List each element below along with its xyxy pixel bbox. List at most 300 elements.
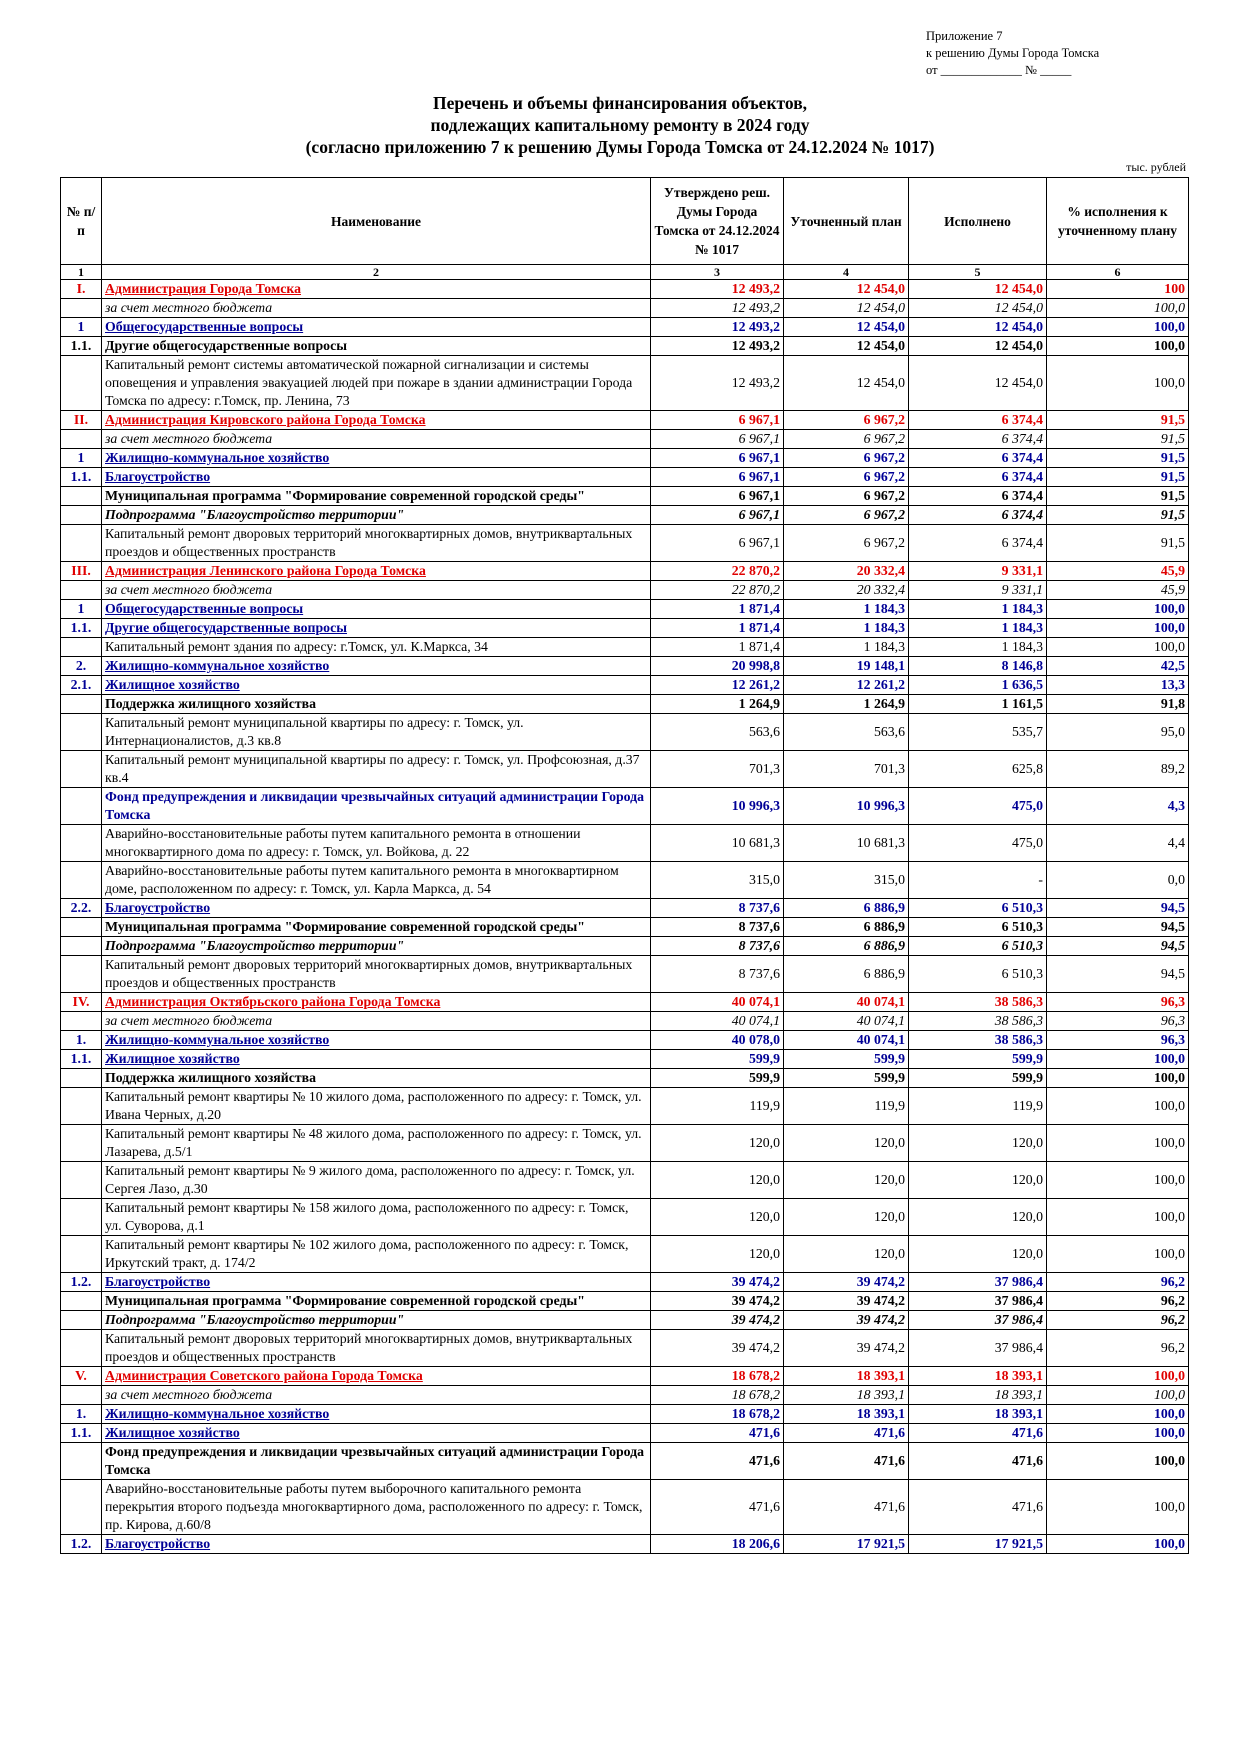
plan-value: 20 332,4 — [784, 562, 909, 581]
row-name: Аварийно-восстановительные работы путем капитального ремонта в отношении многоквартирного дома по адресу: г. Томск, ул. Войкова, д. 22 — [102, 825, 651, 862]
table-row — [61, 1443, 1189, 1480]
row-number — [61, 825, 102, 862]
approved-value: 8 737,6 — [651, 937, 784, 956]
table-row — [61, 1162, 1189, 1199]
done-value: 6 374,4 — [909, 506, 1047, 525]
row-name: Благоустройство — [102, 1535, 651, 1554]
percent-value: 100,0 — [1047, 299, 1189, 318]
column-index: 4 — [784, 265, 909, 280]
table-row — [61, 918, 1189, 937]
row-number — [61, 1088, 102, 1125]
row-name: Жилищное хозяйство — [102, 1050, 651, 1069]
row-name: Капитальный ремонт здания по адресу: г.Томск, ул. К.Маркса, 34 — [102, 638, 651, 657]
done-value: 599,9 — [909, 1069, 1047, 1088]
percent-value: 100,0 — [1047, 1424, 1189, 1443]
title-line-2: подлежащих капитальному ремонту в 2024 году — [430, 115, 810, 135]
table-row — [61, 430, 1189, 449]
approved-value: 18 206,6 — [651, 1535, 784, 1554]
table-row — [61, 1311, 1189, 1330]
done-value: 12 454,0 — [909, 280, 1047, 299]
percent-value: 13,3 — [1047, 676, 1189, 695]
percent-value: 100,0 — [1047, 1480, 1189, 1535]
row-number: 1.1. — [61, 1050, 102, 1069]
plan-value: 701,3 — [784, 751, 909, 788]
done-value: 6 510,3 — [909, 956, 1047, 993]
percent-value: 91,5 — [1047, 430, 1189, 449]
done-value: 6 374,4 — [909, 487, 1047, 506]
plan-value: 6 967,2 — [784, 449, 909, 468]
row-name: Общегосударственные вопросы — [102, 318, 651, 337]
approved-value: 22 870,2 — [651, 562, 784, 581]
percent-value: 100,0 — [1047, 1367, 1189, 1386]
row-number — [61, 356, 102, 411]
table-row — [61, 356, 1189, 411]
row-name: Капитальный ремонт квартиры № 102 жилого дома, расположенного по адресу: г. Томск, Иркутский тракт, д. 174/2 — [102, 1236, 651, 1273]
table-row — [61, 676, 1189, 695]
plan-value: 18 393,1 — [784, 1386, 909, 1405]
approved-value: 1 871,4 — [651, 600, 784, 619]
row-number: 1 — [61, 318, 102, 337]
row-name: за счет местного бюджета — [102, 430, 651, 449]
done-value: 6 374,4 — [909, 525, 1047, 562]
percent-value: 100,0 — [1047, 1088, 1189, 1125]
done-value: 1 184,3 — [909, 600, 1047, 619]
table-row — [61, 1050, 1189, 1069]
row-number: 2.2. — [61, 899, 102, 918]
plan-value: 6 886,9 — [784, 956, 909, 993]
approved-value: 599,9 — [651, 1050, 784, 1069]
percent-value: 100,0 — [1047, 1535, 1189, 1554]
approved-value: 8 737,6 — [651, 899, 784, 918]
column-index: 3 — [651, 265, 784, 280]
row-number: 1. — [61, 1405, 102, 1424]
done-value: 1 161,5 — [909, 695, 1047, 714]
plan-value: 471,6 — [784, 1424, 909, 1443]
percent-value: 96,2 — [1047, 1311, 1189, 1330]
approved-value: 12 493,2 — [651, 299, 784, 318]
done-value: 37 986,4 — [909, 1330, 1047, 1367]
plan-value: 10 681,3 — [784, 825, 909, 862]
approved-value: 12 493,2 — [651, 318, 784, 337]
plan-value: 120,0 — [784, 1199, 909, 1236]
table-row — [61, 1292, 1189, 1311]
plan-value: 6 967,2 — [784, 468, 909, 487]
approved-value: 599,9 — [651, 1069, 784, 1088]
table-row — [61, 1031, 1189, 1050]
plan-value: 17 921,5 — [784, 1535, 909, 1554]
table-row — [61, 788, 1189, 825]
percent-value: 100,0 — [1047, 1199, 1189, 1236]
table-row — [61, 600, 1189, 619]
table-row — [61, 1088, 1189, 1125]
appendix-note — [926, 28, 1099, 79]
table-row — [61, 468, 1189, 487]
row-number: II. — [61, 411, 102, 430]
percent-value: 91,5 — [1047, 411, 1189, 430]
row-name: Аварийно-восстановительные работы путем выборочного капитального ремонта перекрытия второго подъезда многоквартирного дома, расположенного по адресу: г. Томск, пр. Кирова, д.60/8 — [102, 1480, 651, 1535]
plan-value: 10 996,3 — [784, 788, 909, 825]
done-value: 471,6 — [909, 1480, 1047, 1535]
row-name: Жилищно-коммунальное хозяйство — [102, 1405, 651, 1424]
table-row — [61, 1535, 1189, 1554]
row-number: 1.1. — [61, 619, 102, 638]
document-title — [60, 92, 1180, 158]
approved-value: 120,0 — [651, 1125, 784, 1162]
row-number: 2. — [61, 657, 102, 676]
table-row — [61, 862, 1189, 899]
approved-value: 6 967,1 — [651, 468, 784, 487]
table-row — [61, 1069, 1189, 1088]
row-name: Капитальный ремонт дворовых территорий многоквартирных домов, внутриквартальных проездов и общественных пространств — [102, 956, 651, 993]
row-number — [61, 1069, 102, 1088]
done-value: 37 986,4 — [909, 1311, 1047, 1330]
approved-value: 8 737,6 — [651, 956, 784, 993]
done-value: 6 374,4 — [909, 411, 1047, 430]
table-body — [61, 280, 1189, 1554]
done-value: - — [909, 862, 1047, 899]
plan-value: 12 454,0 — [784, 299, 909, 318]
done-value: 1 184,3 — [909, 638, 1047, 657]
plan-value: 6 967,2 — [784, 411, 909, 430]
done-value: 471,6 — [909, 1443, 1047, 1480]
done-value: 9 331,1 — [909, 562, 1047, 581]
plan-value: 6 967,2 — [784, 525, 909, 562]
percent-value: 96,3 — [1047, 1012, 1189, 1031]
approved-value: 6 967,1 — [651, 449, 784, 468]
approved-value: 22 870,2 — [651, 581, 784, 600]
done-value: 120,0 — [909, 1236, 1047, 1273]
row-name: Администрация Города Томска — [102, 280, 651, 299]
table-row — [61, 506, 1189, 525]
row-number — [61, 714, 102, 751]
row-number — [61, 1199, 102, 1236]
approved-value: 6 967,1 — [651, 506, 784, 525]
percent-value: 96,2 — [1047, 1273, 1189, 1292]
row-number — [61, 581, 102, 600]
done-value: 1 636,5 — [909, 676, 1047, 695]
done-value: 1 184,3 — [909, 619, 1047, 638]
approved-value: 39 474,2 — [651, 1330, 784, 1367]
row-number — [61, 862, 102, 899]
approved-value: 40 078,0 — [651, 1031, 784, 1050]
plan-value: 120,0 — [784, 1236, 909, 1273]
table-row — [61, 411, 1189, 430]
approved-value: 10 681,3 — [651, 825, 784, 862]
row-name: за счет местного бюджета — [102, 1012, 651, 1031]
approved-value: 701,3 — [651, 751, 784, 788]
row-number — [61, 525, 102, 562]
row-name: Жилищное хозяйство — [102, 1424, 651, 1443]
plan-value: 39 474,2 — [784, 1311, 909, 1330]
row-name: Подпрограмма "Благоустройство территории" — [102, 506, 651, 525]
done-value: 6 374,4 — [909, 430, 1047, 449]
percent-value: 4,3 — [1047, 788, 1189, 825]
percent-value: 91,5 — [1047, 506, 1189, 525]
approved-value: 18 678,2 — [651, 1405, 784, 1424]
plan-value: 12 454,0 — [784, 356, 909, 411]
approved-value: 12 493,2 — [651, 337, 784, 356]
table-row — [61, 318, 1189, 337]
row-name: Жилищно-коммунальное хозяйство — [102, 449, 651, 468]
plan-value: 18 393,1 — [784, 1367, 909, 1386]
row-number: V. — [61, 1367, 102, 1386]
approved-value: 18 678,2 — [651, 1386, 784, 1405]
row-name: Администрация Октябрьского района Города Томска — [102, 993, 651, 1012]
percent-value: 91,5 — [1047, 449, 1189, 468]
done-value: 6 510,3 — [909, 918, 1047, 937]
row-number: III. — [61, 562, 102, 581]
table-row — [61, 1199, 1189, 1236]
done-value: 6 510,3 — [909, 899, 1047, 918]
plan-value: 1 184,3 — [784, 619, 909, 638]
approved-value: 119,9 — [651, 1088, 784, 1125]
percent-value: 42,5 — [1047, 657, 1189, 676]
percent-value: 100,0 — [1047, 1236, 1189, 1273]
financing-table — [60, 177, 1189, 1554]
table-row — [61, 993, 1189, 1012]
done-value: 38 586,3 — [909, 1031, 1047, 1050]
plan-value: 12 454,0 — [784, 337, 909, 356]
approved-value: 315,0 — [651, 862, 784, 899]
percent-value: 100,0 — [1047, 1386, 1189, 1405]
percent-value: 100,0 — [1047, 1069, 1189, 1088]
percent-value: 94,5 — [1047, 937, 1189, 956]
table-row — [61, 487, 1189, 506]
approved-value: 471,6 — [651, 1424, 784, 1443]
plan-value: 315,0 — [784, 862, 909, 899]
row-name: за счет местного бюджета — [102, 581, 651, 600]
row-number: 1 — [61, 600, 102, 619]
table-row — [61, 619, 1189, 638]
percent-value: 94,5 — [1047, 899, 1189, 918]
row-number — [61, 751, 102, 788]
table-row — [61, 899, 1189, 918]
percent-value: 100,0 — [1047, 1405, 1189, 1424]
row-number: 1.1. — [61, 1424, 102, 1443]
units-label: тыс. рублей — [1126, 160, 1186, 174]
done-value: 535,7 — [909, 714, 1047, 751]
approved-value: 40 074,1 — [651, 993, 784, 1012]
row-name: Капитальный ремонт дворовых территорий многоквартирных домов, внутриквартальных проездов и общественных пространств — [102, 1330, 651, 1367]
approved-value: 1 871,4 — [651, 638, 784, 657]
row-name: Другие общегосударственные вопросы — [102, 619, 651, 638]
approved-value: 12 493,2 — [651, 280, 784, 299]
header-percent: % исполнения к уточненному плану — [1047, 178, 1189, 265]
percent-value: 100,0 — [1047, 619, 1189, 638]
row-name: Жилищно-коммунальное хозяйство — [102, 1031, 651, 1050]
plan-value: 120,0 — [784, 1125, 909, 1162]
table-row — [61, 1480, 1189, 1535]
approved-value: 12 493,2 — [651, 356, 784, 411]
table-row — [61, 695, 1189, 714]
row-number — [61, 1162, 102, 1199]
table-row — [61, 956, 1189, 993]
approved-value: 120,0 — [651, 1162, 784, 1199]
plan-value: 12 454,0 — [784, 280, 909, 299]
row-name: Жилищное хозяйство — [102, 676, 651, 695]
done-value: 6 374,4 — [909, 468, 1047, 487]
row-name: Капитальный ремонт дворовых территорий многоквартирных домов, внутриквартальных проездов и общественных пространств — [102, 525, 651, 562]
table-row — [61, 581, 1189, 600]
row-number — [61, 956, 102, 993]
row-name: Аварийно-восстановительные работы путем капитального ремонта в многоквартирном доме, расположенном по адресу: г. Томск, ул. Карла Маркса, д. 54 — [102, 862, 651, 899]
approved-value: 1 871,4 — [651, 619, 784, 638]
row-name: Фонд предупреждения и ликвидации чрезвычайных ситуаций администрации Города Томска — [102, 1443, 651, 1480]
done-value: 120,0 — [909, 1199, 1047, 1236]
table-row — [61, 751, 1189, 788]
approved-value: 120,0 — [651, 1236, 784, 1273]
table-row — [61, 714, 1189, 751]
row-name: Жилищно-коммунальное хозяйство — [102, 657, 651, 676]
approved-value: 563,6 — [651, 714, 784, 751]
done-value: 18 393,1 — [909, 1405, 1047, 1424]
header-row — [61, 178, 1189, 265]
percent-value: 100,0 — [1047, 1050, 1189, 1069]
row-number — [61, 695, 102, 714]
row-number: 1. — [61, 1031, 102, 1050]
row-name: Администрация Кировского района Города Томска — [102, 411, 651, 430]
done-value: 475,0 — [909, 788, 1047, 825]
row-name: Администрация Ленинского района Города Томска — [102, 562, 651, 581]
row-name: Капитальный ремонт квартиры № 9 жилого дома, расположенного по адресу: г. Томск, ул. Сергея Лазо, д.30 — [102, 1162, 651, 1199]
approved-value: 471,6 — [651, 1443, 784, 1480]
approved-value: 39 474,2 — [651, 1273, 784, 1292]
percent-value: 100,0 — [1047, 356, 1189, 411]
row-number — [61, 918, 102, 937]
approved-value: 10 996,3 — [651, 788, 784, 825]
column-index-row — [61, 265, 1189, 280]
table-row — [61, 299, 1189, 318]
table-row — [61, 525, 1189, 562]
plan-value: 40 074,1 — [784, 1012, 909, 1031]
percent-value: 96,3 — [1047, 993, 1189, 1012]
approved-value: 6 967,1 — [651, 525, 784, 562]
done-value: 475,0 — [909, 825, 1047, 862]
row-name: Подпрограмма "Благоустройство территории" — [102, 937, 651, 956]
row-number — [61, 1012, 102, 1031]
table-row — [61, 638, 1189, 657]
plan-value: 6 886,9 — [784, 899, 909, 918]
percent-value: 4,4 — [1047, 825, 1189, 862]
row-name: Поддержка жилищного хозяйства — [102, 695, 651, 714]
plan-value: 19 148,1 — [784, 657, 909, 676]
plan-value: 120,0 — [784, 1162, 909, 1199]
appendix-line-3: от _____________ № _____ — [926, 63, 1072, 77]
row-number — [61, 1125, 102, 1162]
percent-value: 100,0 — [1047, 1443, 1189, 1480]
header-name: Наименование — [102, 178, 651, 265]
row-number — [61, 788, 102, 825]
percent-value: 100,0 — [1047, 638, 1189, 657]
approved-value: 39 474,2 — [651, 1311, 784, 1330]
row-name: Муниципальная программа "Формирование современной городской среды" — [102, 918, 651, 937]
percent-value: 45,9 — [1047, 562, 1189, 581]
approved-value: 8 737,6 — [651, 918, 784, 937]
row-name: Администрация Советского района Города Томска — [102, 1367, 651, 1386]
row-name: Подпрограмма "Благоустройство территории" — [102, 1311, 651, 1330]
row-number: 2.1. — [61, 676, 102, 695]
done-value: 120,0 — [909, 1162, 1047, 1199]
done-value: 37 986,4 — [909, 1292, 1047, 1311]
row-number — [61, 1443, 102, 1480]
plan-value: 39 474,2 — [784, 1330, 909, 1367]
row-name: Благоустройство — [102, 468, 651, 487]
plan-value: 39 474,2 — [784, 1292, 909, 1311]
percent-value: 91,5 — [1047, 487, 1189, 506]
row-number: 1.1. — [61, 468, 102, 487]
done-value: 38 586,3 — [909, 1012, 1047, 1031]
table-row — [61, 1236, 1189, 1273]
row-number — [61, 1480, 102, 1535]
plan-value: 20 332,4 — [784, 581, 909, 600]
done-value: 37 986,4 — [909, 1273, 1047, 1292]
row-number — [61, 1236, 102, 1273]
row-number: 1 — [61, 449, 102, 468]
plan-value: 119,9 — [784, 1088, 909, 1125]
percent-value: 100,0 — [1047, 600, 1189, 619]
row-name: Капитальный ремонт муниципальной квартиры по адресу: г. Томск, ул. Профсоюзная, д.37 кв.4 — [102, 751, 651, 788]
plan-value: 6 886,9 — [784, 918, 909, 937]
plan-value: 6 967,2 — [784, 506, 909, 525]
done-value: 6 510,3 — [909, 937, 1047, 956]
table-row — [61, 280, 1189, 299]
row-name: Муниципальная программа "Формирование современной городской среды" — [102, 487, 651, 506]
row-number: IV. — [61, 993, 102, 1012]
done-value: 12 454,0 — [909, 299, 1047, 318]
row-number — [61, 638, 102, 657]
row-name: Капитальный ремонт квартиры № 48 жилого дома, расположенного по адресу: г. Томск, ул. Лазарева, д.5/1 — [102, 1125, 651, 1162]
done-value: 12 454,0 — [909, 337, 1047, 356]
header-approved: Утверждено реш. Думы Города Томска от 24.12.2024 № 1017 — [651, 178, 784, 265]
approved-value: 1 264,9 — [651, 695, 784, 714]
row-name: за счет местного бюджета — [102, 299, 651, 318]
header-num: № п/п — [61, 178, 102, 265]
plan-value: 1 264,9 — [784, 695, 909, 714]
row-number — [61, 1386, 102, 1405]
row-number — [61, 1330, 102, 1367]
done-value: 6 374,4 — [909, 449, 1047, 468]
row-number — [61, 299, 102, 318]
table-row — [61, 1386, 1189, 1405]
title-line-3: (согласно приложению 7 к решению Думы Города Томска от 24.12.2024 № 1017) — [305, 137, 935, 157]
done-value: 471,6 — [909, 1424, 1047, 1443]
percent-value: 0,0 — [1047, 862, 1189, 899]
row-name: Муниципальная программа "Формирование современной городской среды" — [102, 1292, 651, 1311]
plan-value: 6 886,9 — [784, 937, 909, 956]
plan-value: 39 474,2 — [784, 1273, 909, 1292]
done-value: 17 921,5 — [909, 1535, 1047, 1554]
plan-value: 599,9 — [784, 1069, 909, 1088]
percent-value: 95,0 — [1047, 714, 1189, 751]
row-number — [61, 1292, 102, 1311]
plan-value: 1 184,3 — [784, 600, 909, 619]
percent-value: 96,2 — [1047, 1292, 1189, 1311]
done-value: 9 331,1 — [909, 581, 1047, 600]
done-value: 625,8 — [909, 751, 1047, 788]
approved-value: 18 678,2 — [651, 1367, 784, 1386]
plan-value: 6 967,2 — [784, 430, 909, 449]
table-row — [61, 937, 1189, 956]
plan-value: 12 261,2 — [784, 676, 909, 695]
header-plan: Уточненный план — [784, 178, 909, 265]
plan-value: 40 074,1 — [784, 993, 909, 1012]
column-index: 6 — [1047, 265, 1189, 280]
approved-value: 471,6 — [651, 1480, 784, 1535]
row-number — [61, 506, 102, 525]
plan-value: 40 074,1 — [784, 1031, 909, 1050]
percent-value: 89,2 — [1047, 751, 1189, 788]
percent-value: 100,0 — [1047, 337, 1189, 356]
